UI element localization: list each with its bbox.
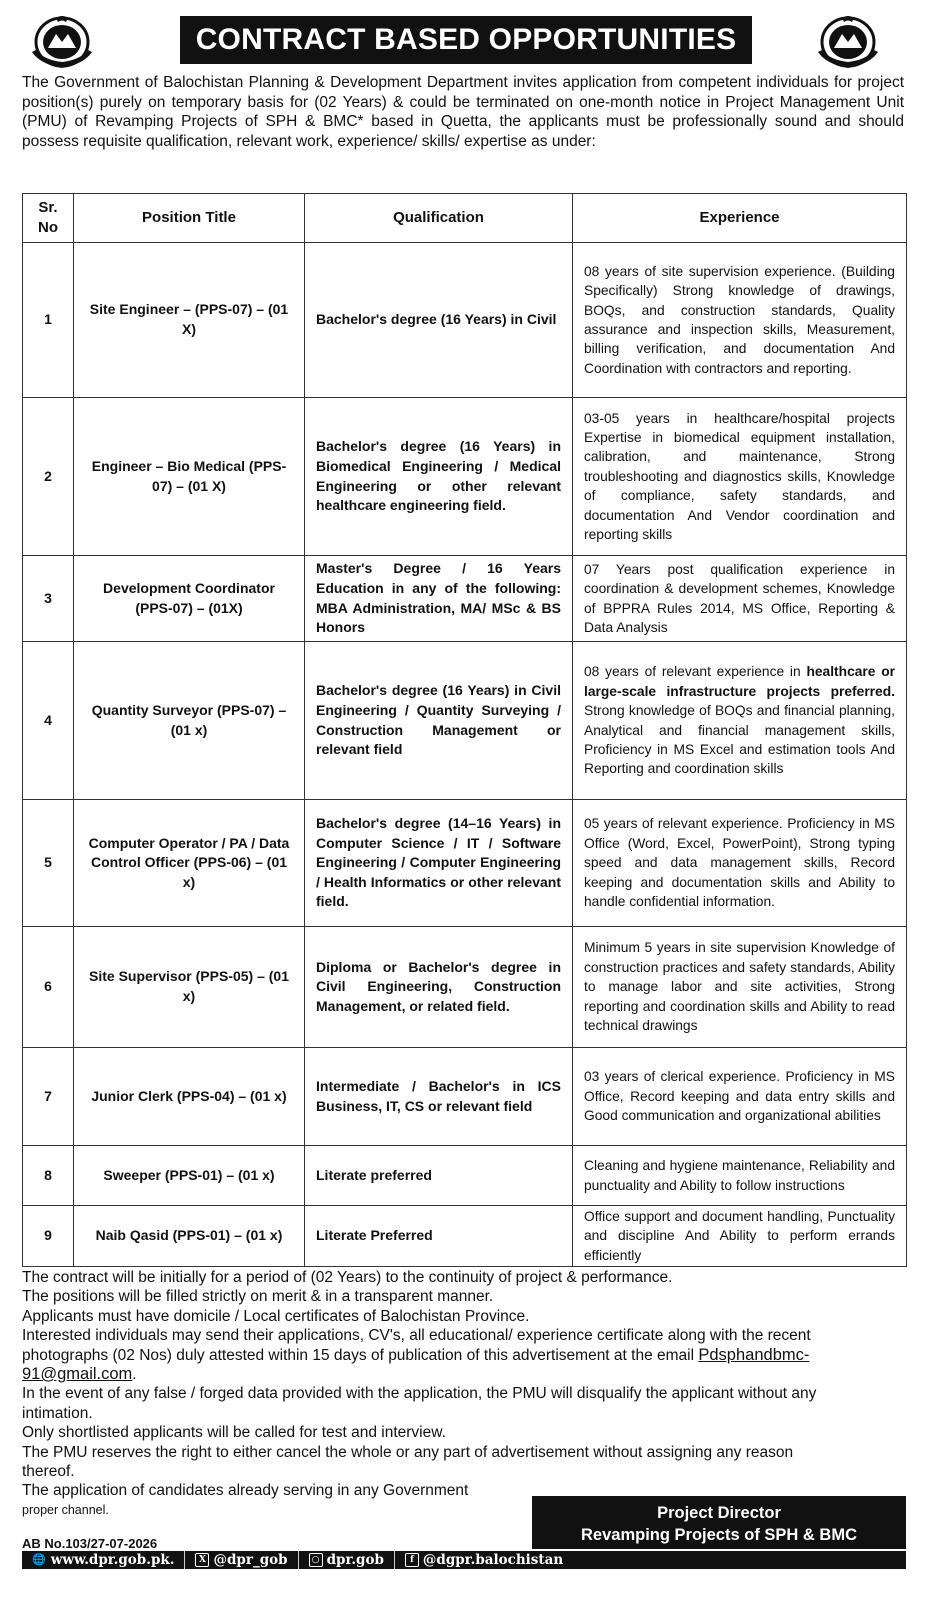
table-header-row (23, 194, 907, 243)
experience-highlight: healthcare or large-scale infrastructure projects preferred. (584, 664, 896, 699)
row-qualification: Intermediate / Bachelor's in ICS Business, IT, CS or relevant field (305, 1048, 573, 1146)
row-experience: 03 years of clerical experience. Proficiency in MS Office, Record keeping and data entry skills and Good communication and organizational abilities (573, 1048, 907, 1146)
instagram-icon: ○ (309, 1553, 323, 1567)
government-seal-icon (26, 12, 98, 72)
term-text: . (132, 1366, 137, 1384)
footer-bar (22, 1551, 906, 1569)
signature-block (532, 1496, 906, 1549)
row-experience (573, 642, 907, 800)
table-row (23, 556, 907, 642)
row-qualification: Bachelor's degree (16 Years) in Civil (305, 243, 573, 398)
footer-instagram[interactable] (299, 1551, 395, 1569)
row-position-title: Development Coordinator (PPS-07) – (01X) (74, 556, 305, 642)
footer-website[interactable] (22, 1551, 185, 1569)
signature-title: Project Director (657, 1504, 781, 1522)
experience-text: 08 years of relevant experience in (584, 664, 801, 680)
row-experience: 08 years of site supervision experience. (Building Specifically) Strong knowledge of drawings, BOQs, and construction standards, Quality assurance and inspection skills, Measurement, billing verification, and documentation And Coordination with contractors and reporting. (573, 243, 907, 398)
positions-table (22, 193, 907, 1267)
x-icon: X (195, 1553, 209, 1567)
term-item: The application of candidates already serving in any Government (22, 1482, 469, 1500)
row-position-title: Engineer – Bio Medical (PPS-07) – (01 X) (74, 398, 305, 556)
ab-number: AB No.103/27-07-2026 (22, 1536, 158, 1551)
table-row (23, 1206, 907, 1267)
row-qualification: Bachelor's degree (16 Years) in Biomedical Engineering / Medical Engineering or other relevant healthcare engineering field. (305, 398, 573, 556)
table-row (23, 927, 907, 1048)
row-position-title: Computer Operator / PA / Data Control Officer (PPS-06) – (01 x) (74, 800, 305, 927)
globe-icon: 🌐 (32, 1553, 46, 1566)
row-experience: Office support and document handling, Punctuality and discipline And Ability to perform errands efficiently (573, 1206, 907, 1267)
x-handle: @dpr_gob (213, 1552, 288, 1568)
row-position-title: Site Engineer – (PPS-07) – (01 X) (74, 243, 305, 398)
row-sr: 1 (23, 243, 74, 398)
table-row (23, 398, 907, 556)
table-row (23, 1146, 907, 1206)
row-sr: 8 (23, 1146, 74, 1206)
term-item: In the event of any false / forged data provided with the application, the PMU will disqualify the applicant without any intimation. (22, 1385, 817, 1422)
term-item: The PMU reserves the right to either cancel the whole or any part of advertisement without assigning any reason thereof. (22, 1443, 794, 1481)
row-sr: 5 (23, 800, 74, 927)
header-experience: Experience (573, 194, 907, 243)
row-experience: 07 Years post qualification experience in coordination & development schemes, Knowledge of BPPRA Rules 2014, MS Office, Reporting & Data Analysis (573, 556, 907, 642)
row-experience: Cleaning and hygiene maintenance, Reliability and punctuality and Ability to follow instructions (573, 1146, 907, 1206)
row-sr: 9 (23, 1206, 74, 1267)
header-position-title: Position Title (74, 194, 305, 243)
row-qualification: Bachelor's degree (16 Years) in Civil Engineering / Quantity Surveying / Construction Management or relevant field (305, 642, 573, 800)
intro-paragraph: The Government of Balochistan Planning & Development Department invites application from competent individuals for project position(s) purely on temporary basis for (02 Years) & could be terminated on one-month notice in Project Management Unit (PMU) of Revamping Projects of SPH & BMC* based in Quetta, the applicants must be professionally sound and should possess requisite qualification, relevant work, experience/ skills/ expertise as under: (22, 74, 904, 150)
row-experience: Minimum 5 years in site supervision Knowledge of construction practices and safety standards, Ability to manage labor and site activities, Strong reporting and coordination skills and Ability to read technical drawings (573, 927, 907, 1048)
row-qualification: Diploma or Bachelor's degree in Civil Engineering, Construction Management, or related field. (305, 927, 573, 1048)
row-position-title: Sweeper (PPS-01) – (01 x) (74, 1146, 305, 1206)
row-position-title: Naib Qasid (PPS-01) – (01 x) (74, 1206, 305, 1267)
email-link[interactable]: Pdsphandbmc-91@gmail.com (22, 1345, 810, 1384)
term-item: proper channel. (22, 1502, 109, 1517)
row-position-title: Quantity Surveyor (PPS-07) – (01 x) (74, 642, 305, 800)
row-sr: 6 (23, 927, 74, 1048)
term-item (22, 1326, 842, 1384)
footer-facebook[interactable] (395, 1551, 573, 1569)
footer-x[interactable] (185, 1551, 298, 1569)
header-qualification: Qualification (305, 194, 573, 243)
government-seal-icon (812, 12, 884, 72)
terms-section (22, 1268, 842, 1520)
row-position-title: Site Supervisor (PPS-05) – (01 x) (74, 927, 305, 1048)
row-qualification: Bachelor's degree (14–16 Years) in Computer Science / IT / Software Engineering / Computer Engineering / Health Informatics or other relevant field. (305, 800, 573, 927)
row-qualification: Literate preferred (305, 1146, 573, 1206)
signature-office: Revamping Projects of SPH & BMC (581, 1526, 857, 1544)
row-sr: 4 (23, 642, 74, 800)
row-sr: 3 (23, 556, 74, 642)
row-sr: 2 (23, 398, 74, 556)
header-sr: Sr. No (23, 194, 74, 243)
row-sr: 7 (23, 1048, 74, 1146)
row-experience: 03-05 years in healthcare/hospital projects Expertise in biomedical equipment installation, calibration, and maintenance, Strong troubleshooting and diagnostics skills, Knowledge of compliance, safety standards, and documentation And Vendor coordination and reporting skills (573, 398, 907, 556)
experience-text: Strong knowledge of BOQs and financial planning, Analytical and financial management skills, Proficiency in MS Excel and estimation tools And Reporting and coordination skills (584, 703, 895, 777)
table-row (23, 1048, 907, 1146)
page-title: CONTRACT BASED OPPORTUNITIES (180, 16, 752, 64)
row-qualification: Master's Degree / 16 Years Education in any of the following: MBA Administration, MA/ MSc & BS Honors (305, 556, 573, 642)
term-item: The positions will be filled strictly on merit & in a transparent manner. (22, 1288, 494, 1306)
table-row (23, 800, 907, 927)
term-item: Only shortlisted applicants will be called for test and interview. (22, 1424, 446, 1442)
row-position-title: Junior Clerk (PPS-04) – (01 x) (74, 1048, 305, 1146)
term-text: Interested individuals may send their applications, CV's, all educational/ experience certificate along with the recent photographs (02 Nos) duly attested within 15 days of publication of this advertisement at the email (22, 1327, 811, 1364)
facebook-handle: @dgpr.balochistan (422, 1552, 564, 1568)
table-row (23, 642, 907, 800)
table-row (23, 243, 907, 398)
website-link: www.dpr.gob.pk. (50, 1552, 175, 1568)
facebook-icon: f (405, 1553, 419, 1567)
term-item: The contract will be initially for a period of (02 Years) to the continuity of project & performance. (22, 1269, 673, 1286)
row-qualification: Literate Preferred (305, 1206, 573, 1267)
row-experience: 05 years of relevant experience. Proficiency in MS Office (Word, Excel, PowerPoint), Strong typing speed and data management skills, Record keeping and documentation skills and Ability to handle confidential information. (573, 800, 907, 927)
instagram-handle: dpr.gob (326, 1552, 384, 1568)
term-item: Applicants must have domicile / Local certificates of Balochistan Province. (22, 1307, 530, 1325)
